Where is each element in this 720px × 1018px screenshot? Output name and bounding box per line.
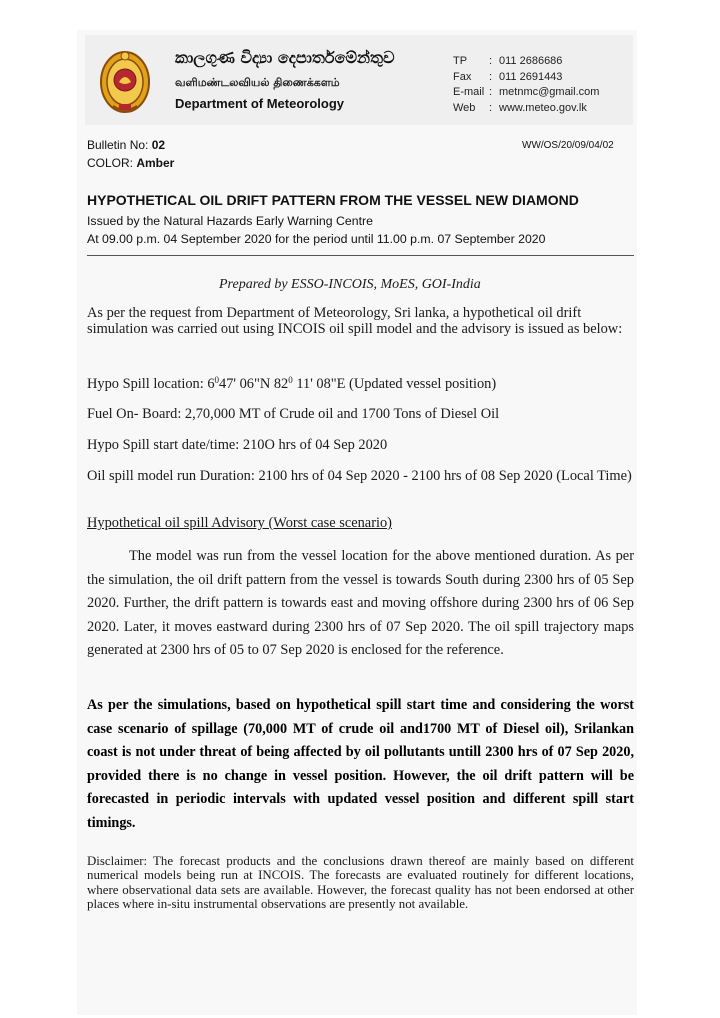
bulletin-number: Bulletin No: 02 (87, 138, 166, 152)
contact-fax: Fax : 011 2691443 (453, 70, 563, 83)
bulletin-color: COLOR: Amber (87, 156, 175, 170)
spill-start-time: Hypo Spill start date/time: 210O hrs of 04 Sep 2020 (87, 437, 388, 453)
org-name-sinhala: කාලගුණ විද්‍යා දෙපාර්තමේන්තුව (175, 48, 395, 67)
disclaimer: Disclaimer: The forecast products and the conclusions drawn thereof are mainly based on different numerical models being run at INCOIS. The forecasts are evaluated routinely for different locations, where observational data sets are available. However, the forecast quality has not been endorsed at other places where in-situ instrumental observations are presently not available. (87, 854, 634, 912)
bulletin-reference: WW/OS/20/09/04/02 (522, 140, 614, 151)
intro-paragraph: As per the request from Department of Meteorology, Sri lanka, a hypothetical oil drift simulation was carried out using INCOIS oil spill model and the advisory is issued as below: (87, 305, 623, 337)
contact-email: E-mail : metnmc@gmail.com (453, 86, 600, 98)
issued-by: Issued by the Natural Hazards Early Warning Centre (87, 214, 373, 228)
spill-location: Hypo Spill location: $6^047'$ 06"N $82^0$ 11' 08"E (Updated vessel position) (87, 375, 497, 392)
advisory-heading: Hypothetical oil spill Advisory (Worst case scenario) (87, 515, 392, 531)
bulletin-title: HYPOTHETICAL OIL DRIFT PATTERN FROM THE VESSEL NEW DIAMOND (87, 192, 579, 208)
model-run-duration: Oil spill model run Duration: 2100 hrs of 04 Sep 2020 - 2100 hrs of 08 Sep 2020 (Local Time) (87, 468, 632, 484)
issued-at: At 09.00 p.m. 04 September 2020 for the period until 11.00 p.m. 07 September 2020 (87, 232, 546, 246)
bold-statement: As per the simulations, based on hypothetical spill start time and considering the worst case scenario of spillage (70,000 MT of crude oil and1700 MT of Diesel oil), Srilankan coast is not under threat of being affected by oil pollutants untill 2300 hrs of 07 Sep 2020, provided there is no change in vessel position. However, the oil drift pattern will be forecasted in periodic intervals with updated vessel position and different spill start timings. (87, 697, 634, 831)
org-name-english: Department of Meteorology (175, 96, 345, 111)
contact-web: Web : www.meteo.gov.lk (453, 101, 587, 114)
advisory-body: The model was run from the vessel location for the above mentioned duration. As per the simulation, the oil drift pattern from the vessel is towards South during 2300 hrs of 05 Sep 2020. Further, the drift pattern is towards east and moving offshore during 2300 hrs of 06 Sep 2020. Later, it moves eastward during 2300 hrs of 07 Sep 2020. The oil spill trajectory maps generated at 2300 hrs of 05 to 07 Sep 2020 is enclosed for the reference. (87, 548, 634, 658)
sri-lanka-emblem-icon (99, 44, 151, 116)
org-name-tamil: வளிமண்டலவியல் திணைக்களம் (175, 76, 340, 89)
divider-line (87, 255, 634, 256)
fuel-on-board: Fuel On- Board: 2,70,000 MT of Crude oil and 1700 Tons of Diesel Oil (87, 406, 500, 422)
prepared-by: Prepared by ESSO-INCOIS, MoES, GOI-India (219, 277, 481, 292)
contact-block (453, 54, 599, 116)
contact-phone: TP : 011 2686686 (453, 55, 563, 67)
